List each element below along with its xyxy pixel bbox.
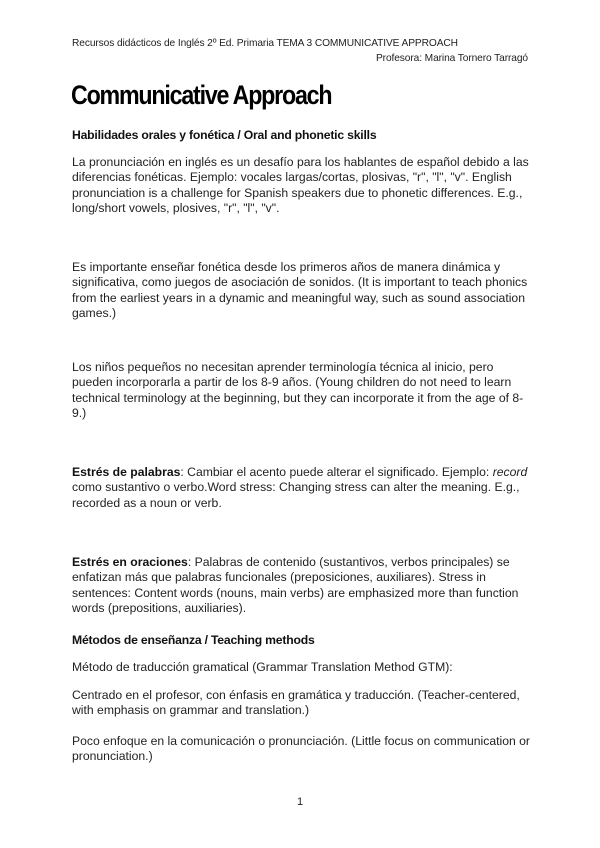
word-stress-text-a: : Cambiar el acento puede alterar el significado. Ejemplo: — [180, 465, 493, 479]
page-title: Communicative Approach — [71, 80, 332, 110]
word-stress-text-b: como sustantivo o verbo.Word stress: Changing stress can alter the meaning. E.g., recorded as a noun or verb. — [72, 480, 520, 510]
paragraph-teach-phonics: Es importante enseñar fonética desde los primeros años de manera dinámica y significativa, como juegos de asociación de sonidos. (It is important to teach phonics from the earliest years in a dynamic and meaningful way, such as sound association games.) — [72, 260, 528, 321]
term-sentence-stress: Estrés en oraciones — [72, 555, 188, 569]
section-heading-teaching-methods: Métodos de enseñanza / Teaching methods — [72, 633, 315, 647]
paragraph-teacher-centered: Centrado en el profesor, con énfasis en gramática y traducción. (Teacher-centered, with emphasis on grammar and translation.) — [72, 688, 520, 718]
paragraph-gtm: Método de traducción gramatical (Grammar Translation Method GTM): — [72, 660, 453, 674]
page-number: 1 — [296, 796, 304, 808]
running-header-teacher: Profesora: Marina Tornero Tarragó — [375, 53, 528, 64]
paragraph-pronunciation: La pronunciación en inglés es un desafío para los hablantes de español debido a las diferencias fonéticas. Ejemplo: vocales largas/cortas, plosivas, "r", "l", "v". English pronunciation is a challenge for Spanish speakers due to phonetic differences. E.g., long/short vowels, plosives, "r", "l", "v". — [72, 155, 529, 216]
paragraph-sentence-stress — [72, 555, 534, 617]
running-header-course: Recursos didácticos de Inglés 2º Ed. Primaria TEMA 3 COMMUNICATIVE APPROACH — [72, 38, 458, 49]
section-heading-oral-skills: Habilidades orales y fonética / Oral and phonetic skills — [72, 128, 377, 142]
example-word-record: record — [492, 465, 528, 479]
term-word-stress: Estrés de palabras — [72, 465, 181, 479]
paragraph-word-stress — [72, 465, 534, 511]
sentence-stress-text: : Palabras de contenido (sustantivos, verbos principales) se enfatizan más que palabras funcionales (preposiciones, auxiliares). Stress in sentences: Content words (nouns, main verbs) are emphasized more than function words (prepositions, auxiliaries). — [72, 555, 519, 616]
paragraph-little-focus: Poco enfoque en la comunicación o pronunciación. (Little focus on communication or pronunciation.) — [72, 734, 530, 764]
paragraph-terminology: Los niños pequeños no necesitan aprender terminología técnica al inicio, pero pueden incorporarla a partir de los 8-9 años. (Young children do not need to learn technical terminology at the beginning, but they can incorporate it from the age of 8-9.) — [72, 360, 524, 421]
